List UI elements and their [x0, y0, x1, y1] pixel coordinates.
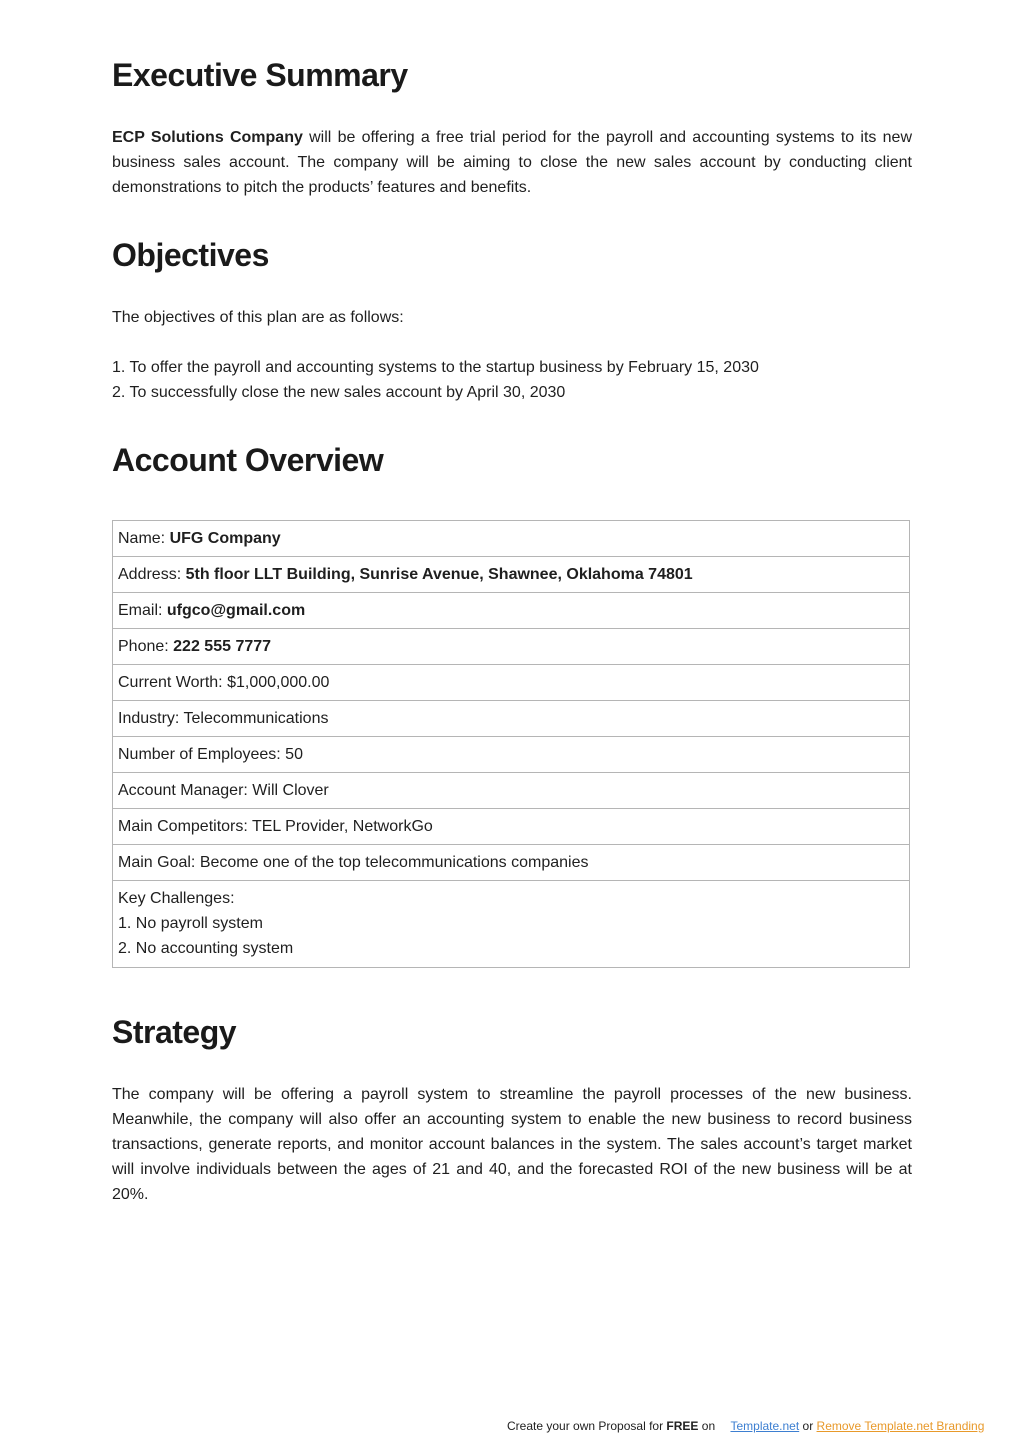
row-value: ufgco@gmail.com	[166, 602, 306, 619]
row-label: Email:	[118, 602, 167, 619]
row-label: Industry: Telecommunications	[113, 701, 910, 737]
footer-text: Create your own Proposal for	[507, 1419, 667, 1433]
row-value: 5th floor LLT Building, Sunrise Avenue, Shawnee, Oklahoma 74801	[185, 566, 693, 583]
table-row	[113, 701, 910, 737]
executive-summary-section	[112, 55, 912, 200]
challenges-label: Key Challenges:	[118, 890, 235, 907]
row-value: UFG Company	[169, 530, 281, 547]
footer-free: FREE	[666, 1419, 699, 1433]
account-overview-section	[112, 440, 912, 968]
table-row	[113, 593, 910, 629]
objective-item: 1. To offer the payroll and accounting systems to the startup business by February 15, 2030	[112, 359, 759, 376]
table-row	[113, 809, 910, 845]
row-label: Number of Employees: 50	[113, 737, 910, 773]
row-label: Account Manager: Will Clover	[113, 773, 910, 809]
strategy-section	[112, 1012, 912, 1207]
objectives-intro: The objectives of this plan are as follows:	[112, 309, 404, 326]
account-table	[112, 520, 910, 968]
table-row	[113, 773, 910, 809]
table-row	[113, 665, 910, 701]
summary-body: will be offering a free trial period for the payroll and accounting systems to its new business sales account. The company will be aiming to close the new sales account by conducting client demonstrations to pitch the products’ features and benefits.	[112, 129, 913, 196]
row-label: Phone:	[118, 638, 174, 655]
remove-branding-link[interactable]: Remove Template.net Branding	[816, 1419, 985, 1433]
company-name: ECP Solutions Company	[112, 129, 303, 146]
strategy-text: The company will be offering a payroll system to streamline the payroll processes of the new business. Meanwhile, the company will also offer an accounting system to enable the new business to record business transactions, generate reports, and monitor account balances in the system. The sales account’s target market will involve individuals between the ages of 21 and 40, and the forecasted ROI of the new business will be at 20%.	[112, 1086, 912, 1203]
challenge-item: 1. No payroll system	[118, 915, 263, 932]
template-net-link[interactable]: Template.net	[730, 1419, 800, 1433]
challenge-item: 2. No accounting system	[118, 940, 294, 957]
row-label: Main Goal: Become one of the top telecommunications companies	[113, 845, 910, 881]
table-row	[113, 557, 910, 593]
footer-branding	[507, 1419, 984, 1433]
table-row	[113, 881, 910, 968]
executive-summary-heading: Executive Summary	[112, 57, 408, 93]
row-label: Main Competitors: TEL Provider, NetworkGo	[113, 809, 910, 845]
account-overview-heading: Account Overview	[112, 442, 384, 478]
table-row	[113, 737, 910, 773]
table-row	[113, 521, 910, 557]
footer-on: on	[698, 1419, 716, 1433]
objectives-section	[112, 235, 912, 405]
table-row	[113, 845, 910, 881]
row-label: Current Worth: $1,000,000.00	[113, 665, 910, 701]
table-row	[113, 629, 910, 665]
strategy-heading: Strategy	[112, 1014, 237, 1050]
row-label: Address:	[118, 566, 186, 583]
objective-item: 2. To successfully close the new sales account by April 30, 2030	[112, 384, 566, 401]
footer-or: or	[799, 1419, 817, 1433]
executive-summary-text	[112, 125, 912, 200]
objectives-heading: Objectives	[112, 237, 269, 273]
row-label: Name:	[118, 530, 170, 547]
row-value: 222 555 7777	[173, 638, 272, 655]
